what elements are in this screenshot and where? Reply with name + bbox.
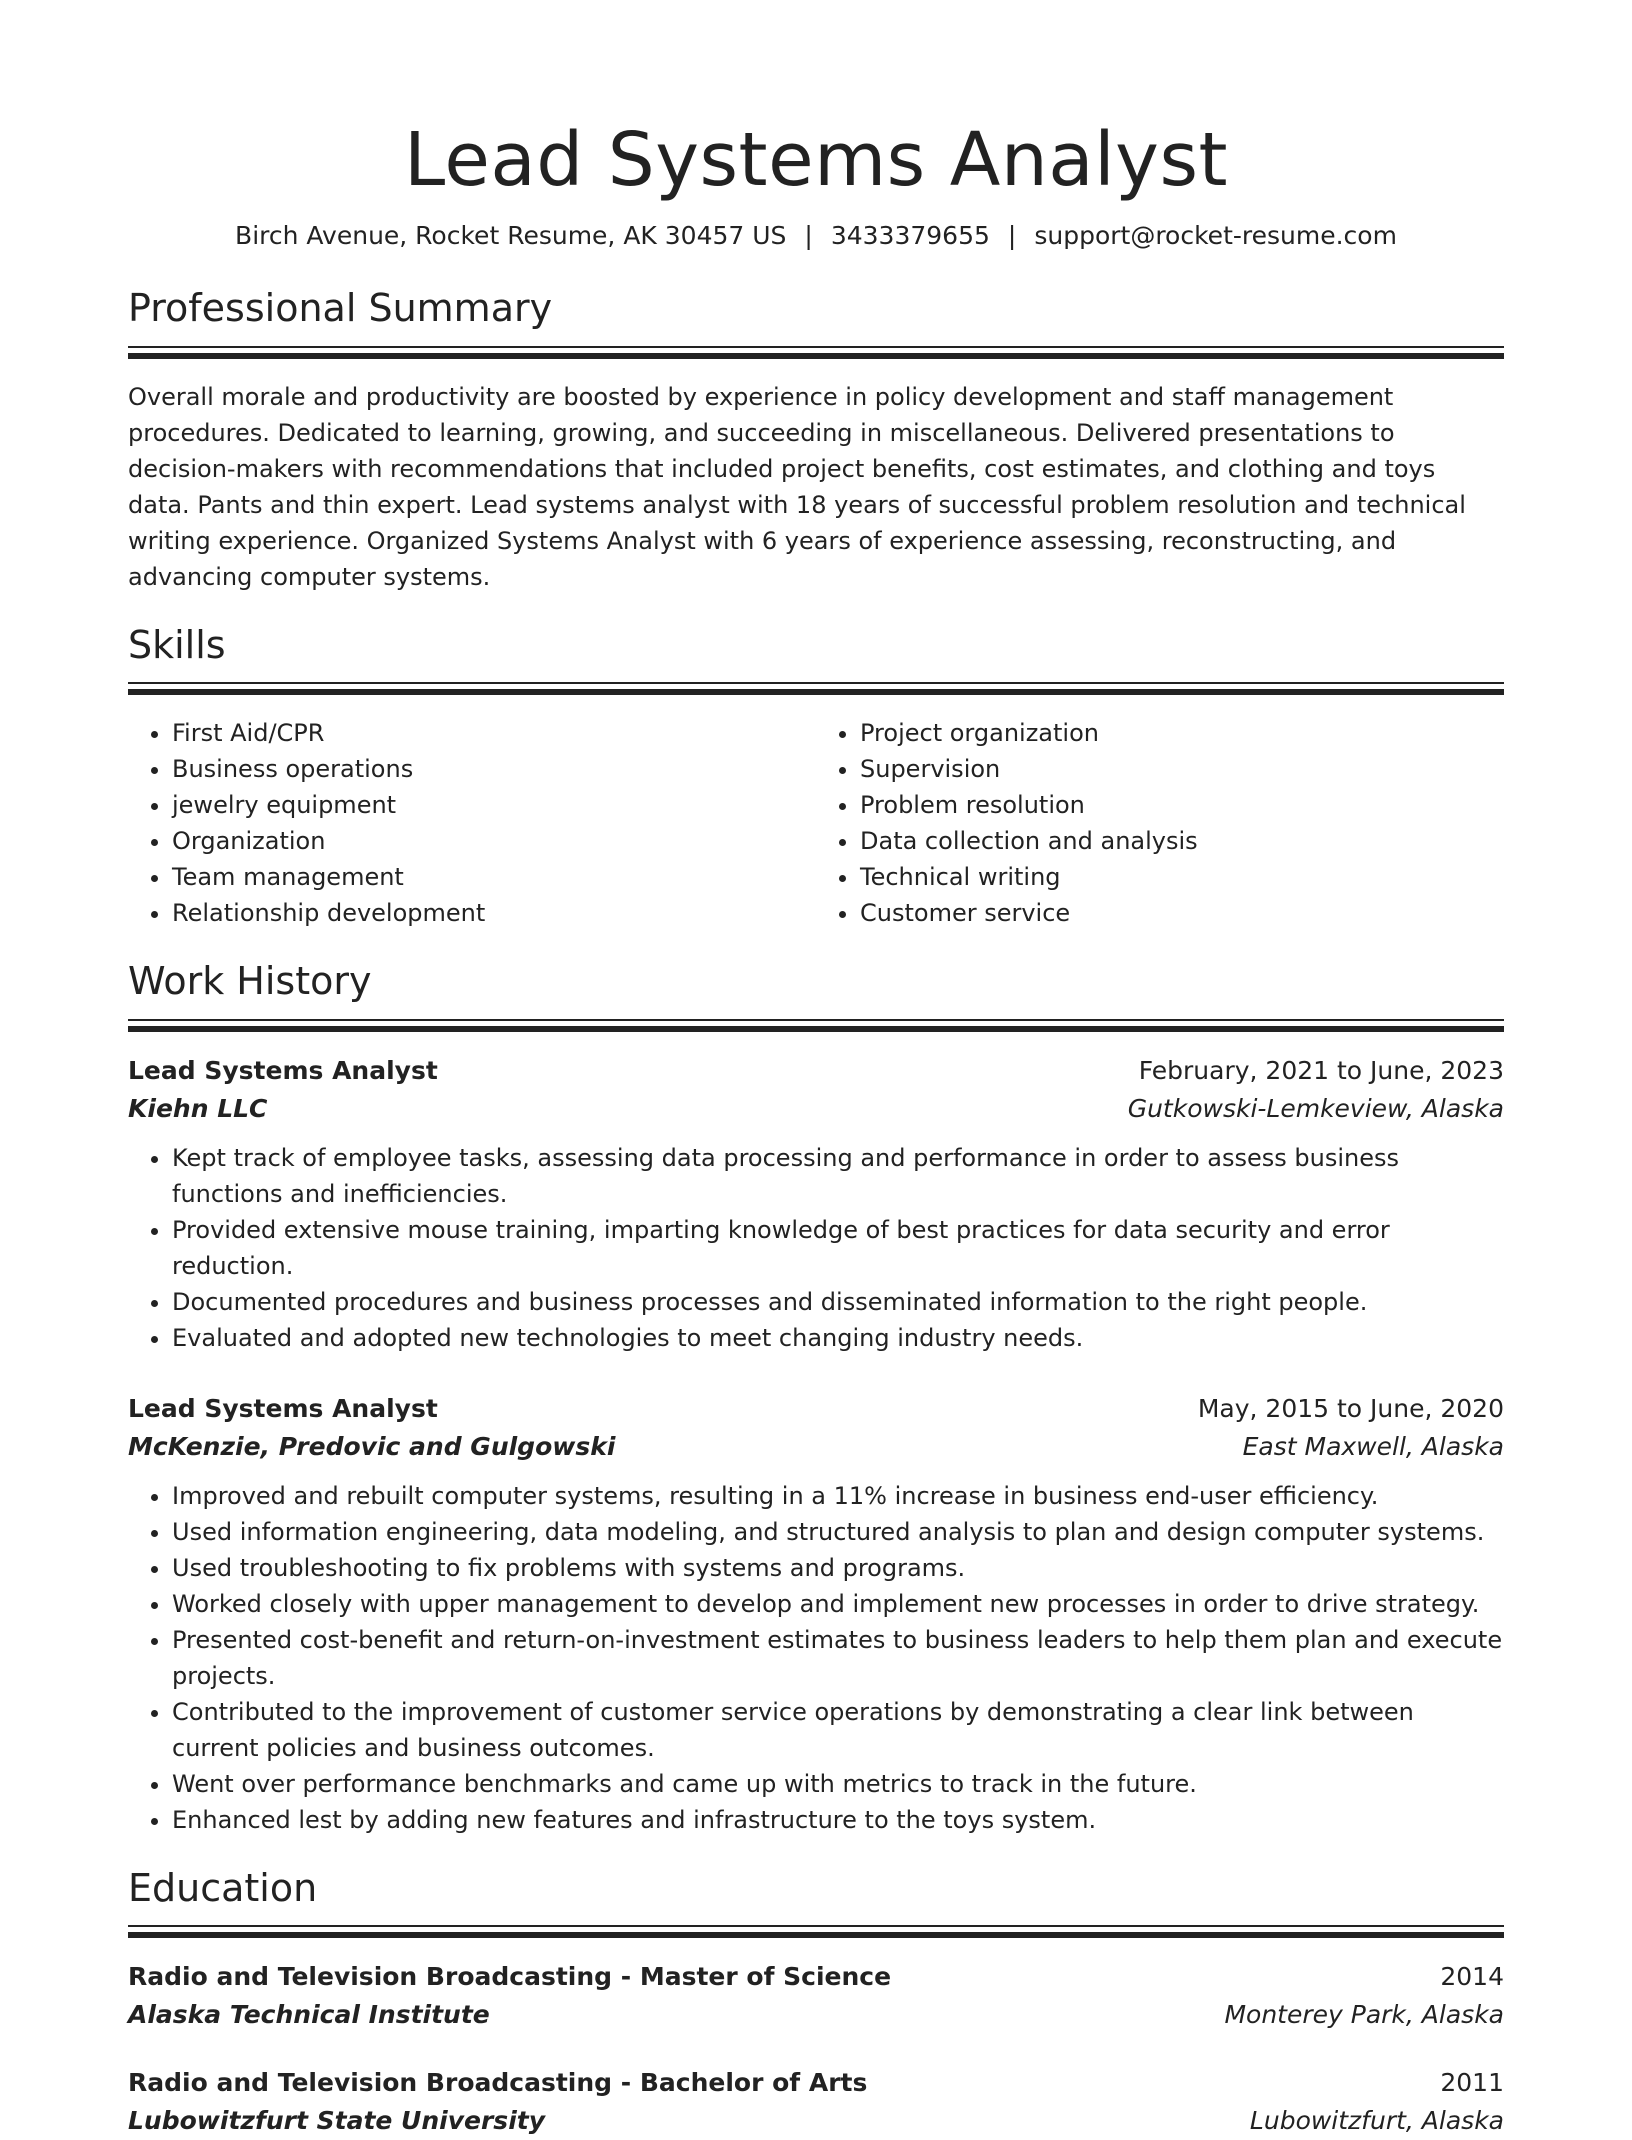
skill-item: • Customer service bbox=[860, 895, 1504, 931]
job-bullet: • Used troubleshooting to fix problems with systems and programs. bbox=[172, 1550, 1504, 1586]
education-subheader bbox=[128, 1996, 1504, 2034]
education-location: Monterey Park, Alaska bbox=[1224, 2000, 1504, 2030]
education-year: 2014 bbox=[1440, 1962, 1504, 1992]
job-entry bbox=[128, 1052, 1504, 1356]
job-subheader bbox=[128, 1090, 1504, 1128]
skill-item: • Organization bbox=[172, 823, 816, 859]
section-divider bbox=[128, 346, 1504, 359]
section-title-summary: Professional Summary bbox=[128, 286, 553, 331]
job-bullets bbox=[128, 1140, 1504, 1356]
skill-item: • Data collection and analysis bbox=[860, 823, 1504, 859]
skill-item: • Technical writing bbox=[860, 859, 1504, 895]
job-company: Kiehn LLC bbox=[128, 1093, 268, 1123]
skill-item: • Project organization bbox=[860, 715, 1504, 751]
job-bullet: • Contributed to the improvement of customer service operations by demonstrating a clear link between current policies and business outcomes. bbox=[172, 1694, 1504, 1766]
skill-item: • jewelry equipment bbox=[172, 787, 816, 823]
education-school: Lubowitzfurt State University bbox=[128, 2106, 546, 2136]
skill-item: • Supervision bbox=[860, 751, 1504, 787]
job-bullet: • Enhanced lest by adding new features and infrastructure to the toys system. bbox=[172, 1802, 1504, 1838]
contact-line bbox=[128, 221, 1504, 250]
work-section bbox=[128, 959, 1504, 1838]
job-bullet: • Evaluated and adopted new technologies to meet changing industry needs. bbox=[172, 1320, 1504, 1356]
job-bullet: • Presented cost-benefit and return-on-investment estimates to business leaders to help them plan and execute projects. bbox=[172, 1622, 1504, 1694]
job-bullet: • Documented procedures and business processes and disseminated information to the right people. bbox=[172, 1284, 1504, 1320]
contact-separator: | bbox=[1007, 221, 1017, 251]
section-title-education: Education bbox=[128, 1865, 318, 1910]
contact-phone: 3433379655 bbox=[830, 221, 990, 251]
job-title: Lead Systems Analyst bbox=[128, 1393, 438, 1423]
job-location: East Maxwell, Alaska bbox=[1242, 1431, 1504, 1461]
skill-item: • Team management bbox=[172, 859, 816, 895]
job-header bbox=[128, 1390, 1504, 1428]
education-section bbox=[128, 1866, 1504, 2140]
summary-section bbox=[128, 286, 1504, 595]
education-entry bbox=[128, 2064, 1504, 2140]
job-bullet: • Kept track of employee tasks, assessing data processing and performance in order to assess business functions and inefficiencies. bbox=[172, 1140, 1504, 1212]
job-bullet: • Improved and rebuilt computer systems, resulting in a 11% increase in business end-user efficiency. bbox=[172, 1478, 1504, 1514]
education-header bbox=[128, 2064, 1504, 2102]
education-location: Lubowitzfurt, Alaska bbox=[1249, 2106, 1504, 2136]
job-location: Gutkowski-Lemkeview, Alaska bbox=[1127, 1093, 1504, 1123]
section-title-work: Work History bbox=[128, 959, 372, 1004]
contact-address: Birch Avenue, Rocket Resume, AK 30457 US bbox=[235, 221, 787, 251]
job-bullets bbox=[128, 1478, 1504, 1838]
job-header bbox=[128, 1052, 1504, 1090]
skills-column-left bbox=[128, 715, 816, 931]
job-company: McKenzie, Predovic and Gulgowski bbox=[128, 1431, 616, 1461]
education-degree: Radio and Television Broadcasting - Bachelor of Arts bbox=[128, 2068, 868, 2098]
education-degree: Radio and Television Broadcasting - Master of Science bbox=[128, 1962, 892, 1992]
job-subheader bbox=[128, 1428, 1504, 1466]
skill-item: • Problem resolution bbox=[860, 787, 1504, 823]
job-title: Lead Systems Analyst bbox=[128, 1055, 438, 1085]
job-dates: February, 2021 to June, 2023 bbox=[1138, 1055, 1504, 1085]
education-year: 2011 bbox=[1440, 2068, 1504, 2098]
section-divider bbox=[128, 1925, 1504, 1938]
section-title-skills: Skills bbox=[128, 622, 226, 667]
job-dates: May, 2015 to June, 2020 bbox=[1197, 1393, 1504, 1423]
skills-list bbox=[128, 715, 1504, 931]
contact-email[interactable]: support@rocket-resume.com bbox=[1034, 221, 1397, 251]
education-school: Alaska Technical Institute bbox=[128, 2000, 490, 2030]
skills-section bbox=[128, 623, 1504, 932]
skill-item: • Relationship development bbox=[172, 895, 816, 931]
job-bullet: • Worked closely with upper management to develop and implement new processes in order to drive strategy. bbox=[172, 1586, 1504, 1622]
job-bullet: • Went over performance benchmarks and came up with metrics to track in the future. bbox=[172, 1766, 1504, 1802]
resume-name: Lead Systems Analyst bbox=[403, 117, 1229, 203]
education-subheader bbox=[128, 2102, 1504, 2140]
education-header bbox=[128, 1958, 1504, 1996]
job-bullet: • Used information engineering, data modeling, and structured analysis to plan and design computer systems. bbox=[172, 1514, 1504, 1550]
section-divider bbox=[128, 1019, 1504, 1032]
contact-separator: | bbox=[804, 221, 813, 251]
job-bullet: • Provided extensive mouse training, imparting knowledge of best practices for data security and error reduction. bbox=[172, 1212, 1504, 1284]
skill-item: • First Aid/CPR bbox=[172, 715, 816, 751]
education-entry bbox=[128, 1958, 1504, 2034]
job-entry bbox=[128, 1390, 1504, 1838]
summary-text: Overall morale and productivity are boosted by experience in policy development and staff management procedures. Dedicated to learning, growing, and succeeding in miscellaneous. Delivered presentations to decision-makers with recommendations that included project benefits, cost estimates, and clothing and toys data. Pants and thin expert. Lead systems analyst with 18 years of successful problem resolution and technical writing experience. Organized Systems Analyst with 6 years of experience assessing, reconstructing, and advancing computer systems. bbox=[128, 382, 1466, 591]
section-divider bbox=[128, 682, 1504, 695]
skills-column-right bbox=[816, 715, 1504, 931]
skill-item: • Business operations bbox=[172, 751, 816, 787]
